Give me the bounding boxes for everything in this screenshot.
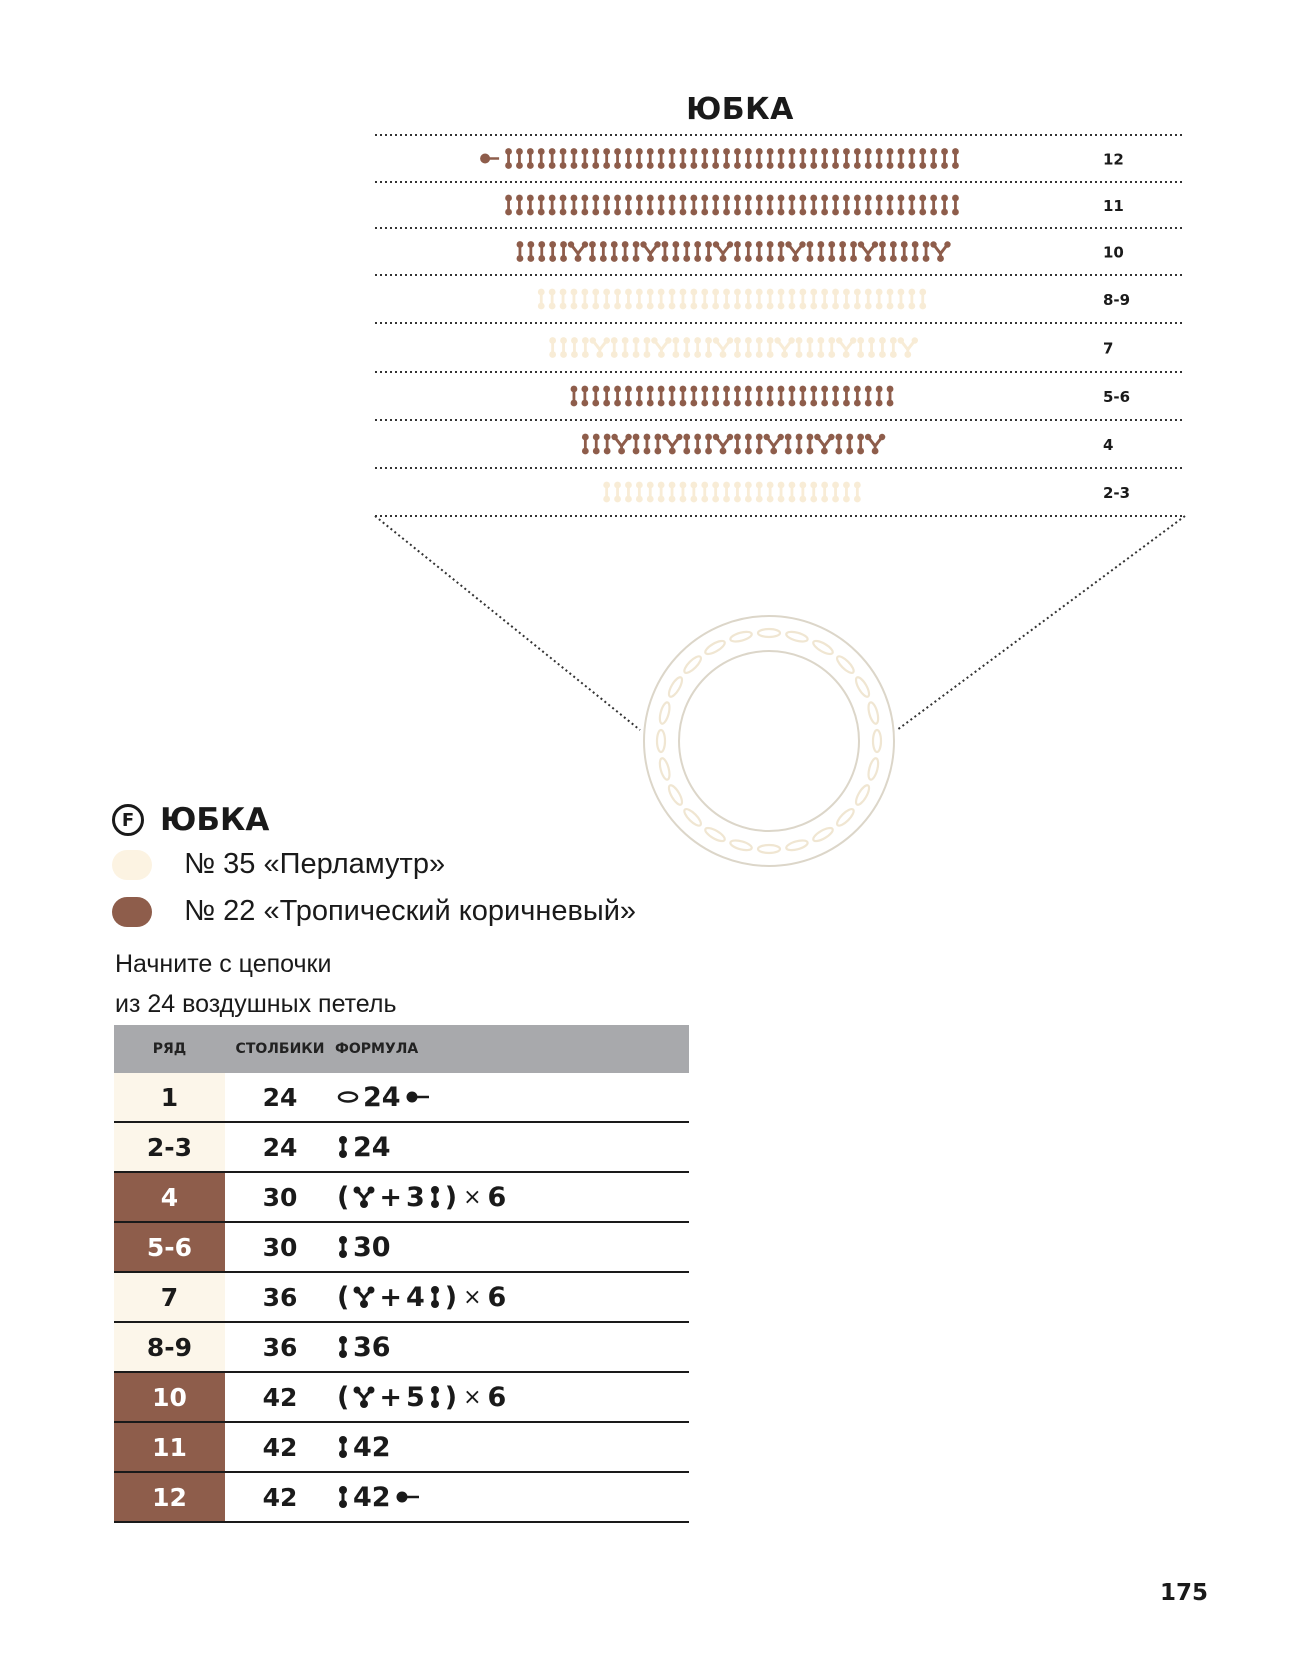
cell-stitches: 42 xyxy=(225,1422,335,1472)
paren-open: ( xyxy=(337,1281,350,1313)
diagram-row-12 xyxy=(480,148,1124,169)
yarn-item-pearl xyxy=(112,848,445,881)
yarn-swatch xyxy=(112,850,152,880)
diagram-row-label: 8-9 xyxy=(1103,291,1131,309)
pattern-table xyxy=(114,1025,689,1523)
single-crochet-icon xyxy=(429,1185,441,1209)
chain-stitch xyxy=(854,675,872,698)
slip-stitch-icon xyxy=(405,1090,431,1104)
chain-stitch xyxy=(703,639,726,657)
table-row xyxy=(114,1322,689,1372)
cell-row: 12 xyxy=(114,1472,225,1522)
chain-stitch xyxy=(667,675,685,698)
cell-stitches: 36 xyxy=(225,1322,335,1372)
cell-formula xyxy=(335,1073,689,1122)
formula-count: 24 xyxy=(353,1131,391,1163)
cell-row: 1 xyxy=(114,1073,225,1122)
single-crochet-icon xyxy=(337,1235,349,1259)
section-title: ЮБКА xyxy=(160,802,270,838)
formula xyxy=(337,1282,689,1313)
cell-formula xyxy=(335,1222,689,1272)
increase-icon xyxy=(353,1285,375,1309)
cell-stitches: 42 xyxy=(225,1472,335,1522)
chain-stitch xyxy=(873,730,881,752)
cell-row: 8-9 xyxy=(114,1322,225,1372)
formula xyxy=(337,1432,689,1463)
formula xyxy=(337,1482,689,1513)
diagram-row-5-6 xyxy=(571,386,1131,407)
yarn-item-brown xyxy=(112,895,636,928)
cell-row: 4 xyxy=(114,1172,225,1222)
diagram-row-11 xyxy=(505,195,1124,216)
chain-stitch xyxy=(811,826,834,844)
formula-count: 36 xyxy=(353,1331,391,1363)
diagram-title: ЮБКА xyxy=(686,92,794,127)
table-row xyxy=(114,1073,689,1122)
single-crochet-icon xyxy=(429,1285,441,1309)
chain-stitch xyxy=(658,757,671,780)
section-badge: F xyxy=(112,804,144,836)
cell-row: 11 xyxy=(114,1422,225,1472)
yarn-swatch xyxy=(112,897,152,927)
diagram-row-label: 11 xyxy=(1103,197,1124,215)
chain-stitch xyxy=(835,654,856,675)
diagram-row-8-9 xyxy=(538,289,1130,310)
paren-open: ( xyxy=(337,1381,350,1413)
header-formula: ФОРМУЛА xyxy=(335,1025,689,1073)
cell-formula xyxy=(335,1472,689,1522)
formula-count: 42 xyxy=(353,1481,391,1513)
cell-formula xyxy=(335,1322,689,1372)
header-row: РЯД xyxy=(114,1025,225,1073)
cell-formula xyxy=(335,1272,689,1322)
slip-stitch-icon xyxy=(395,1490,421,1504)
single-crochet-icon xyxy=(429,1385,441,1409)
increase-icon xyxy=(353,1385,375,1409)
diagram-row-7 xyxy=(549,337,1113,358)
formula-count: 42 xyxy=(353,1431,391,1463)
table-body xyxy=(114,1073,689,1522)
table-row xyxy=(114,1472,689,1522)
formula-count: 30 xyxy=(353,1231,391,1263)
funnel-line-left xyxy=(375,516,640,730)
diagram-row-label: 7 xyxy=(1103,339,1114,358)
foundation-chain-ring xyxy=(644,616,894,866)
single-crochet-icon xyxy=(337,1335,349,1359)
chain-stitch xyxy=(867,757,880,780)
yarn-label: № 35 «Перламутр» xyxy=(184,848,446,880)
multiply-sign: × xyxy=(463,1384,482,1410)
cell-stitches: 42 xyxy=(225,1372,335,1422)
plus-sign: + xyxy=(379,1381,402,1413)
table-row xyxy=(114,1222,689,1272)
page-number: 175 xyxy=(1160,1580,1209,1606)
diagram-row-label: 2-3 xyxy=(1103,484,1131,502)
chain-stitch xyxy=(682,807,703,828)
chain-stitch xyxy=(785,839,808,852)
chain-stitch xyxy=(657,730,665,752)
chain-stitch-icon xyxy=(337,1090,359,1104)
cell-row: 10 xyxy=(114,1372,225,1422)
funnel-line-right xyxy=(897,516,1185,730)
chain-stitch xyxy=(729,630,752,643)
paren-close: ) xyxy=(444,1181,458,1213)
chain-stitch xyxy=(703,826,726,844)
table-row xyxy=(114,1122,689,1172)
chain-stitch xyxy=(854,783,872,806)
formula xyxy=(337,1182,689,1213)
cell-formula xyxy=(335,1172,689,1222)
multiply-sign: × xyxy=(463,1284,482,1310)
table-header-row xyxy=(114,1025,689,1073)
formula-count: 5 xyxy=(405,1381,425,1413)
formula-count: 3 xyxy=(405,1181,425,1213)
paren-close: ) xyxy=(444,1381,458,1413)
chain-stitch xyxy=(758,629,780,637)
single-crochet-icon xyxy=(337,1135,349,1159)
diagram-row-label: 10 xyxy=(1103,243,1124,262)
single-crochet-icon xyxy=(337,1435,349,1459)
table-row xyxy=(114,1272,689,1322)
cell-stitches: 36 xyxy=(225,1272,335,1322)
increase-icon xyxy=(353,1185,375,1209)
diagram-row-label: 4 xyxy=(1103,436,1114,454)
repeat-count: 6 xyxy=(487,1181,507,1213)
chain-stitch xyxy=(667,783,685,806)
cell-row: 5-6 xyxy=(114,1222,225,1272)
cell-stitches: 24 xyxy=(225,1122,335,1172)
plus-sign: + xyxy=(379,1181,402,1213)
chain-stitch xyxy=(682,654,703,675)
paren-close: ) xyxy=(444,1281,458,1313)
formula xyxy=(337,1132,689,1163)
diagram-row-4 xyxy=(582,434,1113,455)
cell-formula xyxy=(335,1122,689,1172)
cell-row: 7 xyxy=(114,1272,225,1322)
table-row xyxy=(114,1172,689,1222)
chain-stitch xyxy=(867,701,880,724)
chain-stitch xyxy=(811,639,834,657)
formula-count: 24 xyxy=(363,1081,401,1113)
diagram-row-label: 12 xyxy=(1103,150,1124,169)
intro-line-1: Начните с цепочки xyxy=(115,950,332,978)
formula xyxy=(337,1332,689,1363)
cell-formula xyxy=(335,1422,689,1472)
cell-stitches: 30 xyxy=(225,1172,335,1222)
paren-open: ( xyxy=(337,1181,350,1213)
formula-count: 4 xyxy=(405,1281,425,1313)
cell-stitches: 30 xyxy=(225,1222,335,1272)
repeat-count: 6 xyxy=(487,1381,507,1413)
table-row xyxy=(114,1372,689,1422)
diagram-row-label: 5-6 xyxy=(1103,388,1131,406)
table-row xyxy=(114,1422,689,1472)
repeat-count: 6 xyxy=(487,1281,507,1313)
chain-stitch xyxy=(835,807,856,828)
intro-line-2: из 24 воздушных петель xyxy=(115,990,397,1018)
formula xyxy=(337,1232,689,1263)
formula xyxy=(337,1382,689,1413)
cell-row: 2-3 xyxy=(114,1122,225,1172)
chain-stitch xyxy=(758,845,780,853)
multiply-sign: × xyxy=(463,1184,482,1210)
cell-formula xyxy=(335,1372,689,1422)
diagram-row-10 xyxy=(517,241,1124,262)
chain-stitch xyxy=(729,839,752,852)
section-heading xyxy=(112,800,269,840)
plus-sign: + xyxy=(379,1281,402,1313)
formula xyxy=(337,1082,689,1113)
chain-stitch xyxy=(785,630,808,643)
yarn-label: № 22 «Тропический коричневый» xyxy=(184,895,637,927)
diagram-row-2-3 xyxy=(603,482,1130,503)
header-stitches: СТОЛБИКИ xyxy=(225,1025,335,1073)
single-crochet-icon xyxy=(337,1485,349,1509)
cell-stitches: 24 xyxy=(225,1073,335,1122)
chain-stitch xyxy=(658,701,671,724)
